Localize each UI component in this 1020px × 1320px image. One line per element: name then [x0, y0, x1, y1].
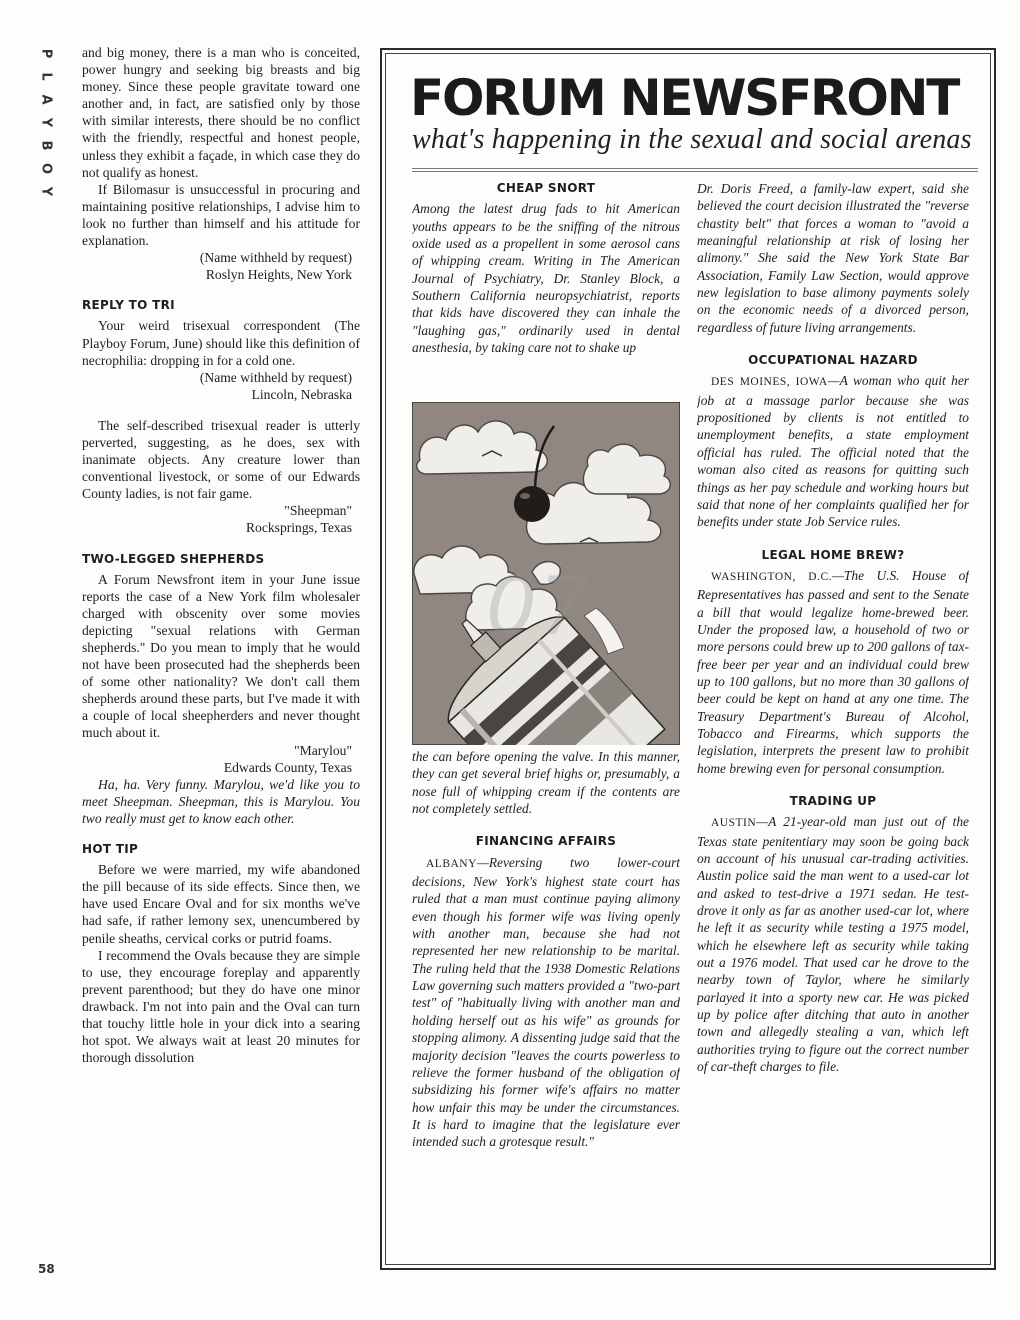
news-item-paragraph: [412, 854, 680, 1151]
letter-signature: [82, 502, 360, 536]
side-title-letter: L: [38, 72, 54, 81]
letter-paragraph: Before we were married, my wife abandoned the pill because of its side effects. Since then, we have used Encare Oval and for six months we've had safe, if rather lemony sex, unencumbered by penile sheaths, cervical corks or putrid foams.: [82, 862, 360, 946]
side-title-letter: P: [38, 48, 54, 59]
letter-paragraph: Your weird trisexual correspondent (The Playboy Forum, June) should like this definition of necrophilia: dropping in for a cold one.: [82, 318, 360, 368]
letter-signature: [82, 369, 360, 403]
letters-column: [82, 44, 360, 1289]
dateline: ALBANY: [426, 857, 477, 870]
side-title-letter: Y: [38, 117, 54, 128]
signature-line: Edwards County, Texas: [223, 759, 352, 775]
letter-paragraph: If Bilomasur is unsuccessful in procuring and maintaining positive relationships, I advise him to look no further than himself and his attitude for explanation.: [82, 181, 360, 249]
signature-line: Lincoln, Nebraska: [251, 386, 352, 402]
newsfront-col1-bottom: [412, 748, 680, 1253]
page-number: 58: [38, 1262, 55, 1276]
letter-paragraph: and big money, there is a man who is conceited, power hungry and seeking big breasts and big money. Since these people gravitate toward one another and, in fact, are satisfied only by those with similar interests, there should be no conflict with the friendly, respectful and honest people, unless they exhibit a façade, in which case they do not qualify as honest.: [82, 45, 360, 180]
side-title-letter: A: [38, 94, 54, 105]
spacer: [82, 403, 360, 417]
dateline: DES MOINES, IOWA: [711, 376, 828, 389]
side-title-letter: O: [38, 162, 54, 175]
letter-heading: HOT TIP: [82, 842, 139, 857]
section-heading-cheap-snort: CHEAP SNORT: [496, 181, 596, 195]
letter-paragraph: The self-described trisexual reader is utterly perverted, suggesting, as he does, sex with inanimate objects. Any creature lower than conventional livestock, or some of our Edwards County ladies, is not fair game.: [82, 417, 360, 502]
news-item-paragraph: [697, 813, 969, 1075]
side-title-letter: Y: [38, 186, 54, 197]
title-rule-2: [412, 171, 978, 172]
dateline: AUSTIN: [711, 817, 757, 830]
signature-line: Roslyn Heights, New York: [205, 267, 352, 283]
letter-heading: TWO-LEGGED SHEPHERDS: [82, 551, 265, 566]
news-item-text: —The U.S. House of Representatives has passed and sent to the Senate a bill that would legalize home-brewed beer. Under the proposed law, a household of two or more persons could brew up to 200 gallons of tax-free beer per year and an individual could brew up to 100 gallons, but no more than 30 gallons of beer could be kept on hand at any one time. The Treasury Department's Bureau of Alcohol, Tobacco and Firearms, which supports the legislation, interprets the present law to prohibit home brewing even for personal consumption.: [697, 567, 969, 776]
newsfront-subtitle: what's happening in the sexual and social arenas: [412, 124, 972, 155]
signature-line: "Sheepman": [284, 503, 352, 519]
signature-line: (Name withheld by request): [199, 369, 352, 385]
letter-paragraph: Ha, ha. Very funny. Marylou, we'd like you to meet Sheepman. Sheepman, this is Marylou. You two really must get to know each other.: [82, 776, 360, 826]
letter-paragraph: I recommend the Ovals because they are simple to use, they encourage foreplay and apparently prevent parenthood; but they do have one minor drawback. I'm not into pain and the Oval can turn that touchy little hole in your dick into a searing hot spot. We always wait at least 20 minutes for thorough dissolution: [82, 947, 360, 1066]
letter-paragraph: A Forum Newsfront item in your June issue reports the case of a New York film wholesaler charged with obscenity over some movies depicting "sexual relations with German shepherds." Do you mean to imply that he would not have been prosecuted had the shepherds been of some other nationality? We don't call them shepherds around these parts, but I've made it with a couple of local sheepherders and never thought much about it.: [82, 571, 360, 741]
news-item-text: —A woman who quit her job at a massage parlor because she was propositioned by clients is not entitled to unemployment benefits, a state employment official has ruled. The official noted that the woman also cited as reasons for quitting such things as her pay schedule and working hours but said that none of her complaints qualified her for benefits under state Job Service rules.: [697, 373, 969, 530]
letter-heading: REPLY TO TRI: [82, 298, 175, 313]
watermark: 07: [486, 560, 592, 653]
news-item-paragraph: [697, 567, 969, 777]
section-heading: OCCUPATIONAL HAZARD: [748, 353, 918, 368]
title-rule: [412, 168, 978, 169]
signature-line: Rocksprings, Texas: [245, 520, 352, 536]
newsfront-col1-top: [412, 180, 680, 400]
news-item-paragraph: Dr. Doris Freed, a family-law expert, said she believed the court decision illustrated the "reverse chastity belt" that forces a woman to "avoid a meaningful relationship at risk of losing her alimony." She said the New York State Bar Association, Family Law Section, would approve new legislation to base alimony payments solely on the economic needs of a divorced person, regardless of future living arrangements.: [697, 181, 969, 335]
letter-signature: [82, 249, 360, 283]
newsfront-col2: [697, 180, 969, 1253]
signature-line: "Marylou": [294, 742, 352, 758]
section-heading: FINANCING AFFAIRS: [475, 834, 617, 849]
news-item-paragraph: the can before opening the valve. In this manner, they can get several brief highs or, presumably, a nose full of whipping cream if the contents are not completely settled.: [412, 749, 680, 817]
news-item-text: —Reversing two lower-court decisions, New York's highest state court has ruled that a man must continue paying alimony even though his former wife was living openly with another man, because she had not represented her new relationship to be marital. The ruling held that the 1938 Domestic Relations Law governing such matters provided a "two-part test" of "habitually living with another man and holding herself out as his wife" as grounds for stopping alimony. A dissenting judge said that the majority decision "leaves the courts powerless to relieve the former husband of the obligation of subsidizing his former wife's affairs no matter how unfair this may be under the circumstances. It is hard to imagine that the legislature ever intended such a grotesque result.": [412, 854, 680, 1150]
section-heading: TRADING UP: [789, 794, 877, 808]
side-title-letter: B: [38, 140, 54, 151]
news-item-text: —A 21-year-old man just out of the Texas state penitentiary may soon be going back on account of his unusual car-trading activities. Austin police said the man went to a used-car lot and asked to test-drive a 1971 sedan. He test-drove it only as far as another used-car lot, where he left it as security while testing a 1975 model, which he elsewhere left as security while taking out a 1976 model. That used car he drove to the nearby town of Taylor, where he similarly parlayed it into a sporty new car. He was picked up by police after ditching that auto in another town and allegedly stealing a van, which left authorities trying to figure out the correct number of car-theft charges to file.: [697, 814, 969, 1075]
news-item-paragraph: [697, 372, 969, 530]
newsfront-title: FORUM NEWSFRONT: [410, 69, 959, 127]
cheap-snort-text: Among the latest drug fads to hit American youths appears to be the sniffing of the nitrous oxide used as a propellent in some aerosol cans of whipping cream. Writing in The American Journal of Psychiatry, Dr. Stanley Block, a Southern California neuropsychiatrist, reports that kids have discovered they can inhale the "laughing gas," ordinarily used in dental anesthesia, by taking care not to shake up: [412, 201, 680, 356]
section-heading: LEGAL HOME BREW?: [761, 547, 905, 562]
dateline: WASHINGTON, D.C.: [711, 570, 833, 583]
letter-signature: [82, 742, 360, 776]
signature-line: (Name withheld by request): [199, 250, 352, 266]
running-head-side: [30, 42, 52, 203]
